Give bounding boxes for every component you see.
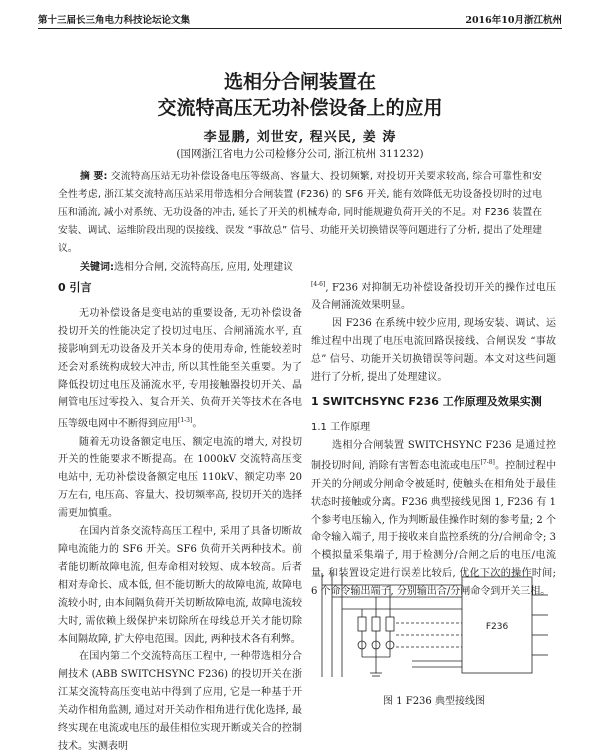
paper-title-line2: 交流特高压无功补偿设备上的应用	[157, 97, 443, 119]
paragraph	[311, 276, 556, 315]
header-date-location: 2016年10月浙江杭州	[465, 15, 562, 26]
paragraph-text: 选相分合闸装置 SWITCHSYNC F236 是通过控制投切时间, 消除有害暂态电流或电压	[311, 439, 556, 472]
paper-title-line1: 选相分合闸装置在	[223, 71, 376, 93]
abstract	[58, 168, 542, 258]
paragraph-text: 。	[192, 418, 203, 430]
paragraph: 在国内首条交流特高压工程中, 采用了具备切断故障电流能力的 SF6 开关。SF6 负荷开关两种技术。前者能切断故障电流, 但寿命相对较短、成本较高。后者相对寿命长、成本低, 但不能切断大的故障电流, 故障电流较小时, 由本间隔负荷开关切断故障电流, 故障电流较大时, 需依赖上级保护来切除所在母线总开关才能切除本间隔故障, 扩大停电范围。因此, 两种技术各有利弊。	[58, 526, 302, 645]
citation: [4-6]	[311, 281, 326, 288]
f236-box-label: F236	[485, 622, 509, 632]
paragraph: 随着无功设备额定电压、额定电流的增大, 对投切开关的性能要求不断提高。在 1000kV 交流特高压变电站中, 无功补偿设备额定电压 110kV、额定功率 20 万左右, 电压高、容量大、投切频率高, 投切开关的选择需更加慎重。	[58, 436, 302, 520]
right-column	[311, 276, 556, 601]
paragraph	[58, 305, 302, 434]
keywords-text: 选相分合闸, 交流特高压, 应用, 处理建议	[114, 262, 294, 273]
paragraph: 因 F236 在系统中较少应用, 现场安装、调试、运维过程中出现了电压电流回路误接线、合闸误发 “事故总” 信号、功能开关切换错误等问题。本文对这些问题进行了分析, 提出了处理建议。	[311, 318, 556, 383]
affiliation: (国网浙江省电力公司检修分公司, 浙江杭州 311232)	[176, 148, 424, 160]
left-column	[58, 276, 302, 756]
header-proceedings-title: 第十三届长三角电力科技论坛论文集	[38, 15, 191, 26]
abstract-label: 摘 要:	[80, 171, 108, 182]
subsection-heading-1-1: 1.1 工作原理	[311, 421, 371, 433]
paragraph-text: 无功补偿设备是变电站的重要设备, 无功补偿设备投切开关的性能决定了投切过电压、合闸涌流水平, 直接影响到无功设备及开关本身的使用寿命, 性能较差时还会对系统构成较大冲击, 所以其性能至关重要。为了降低投切过电压及涌流水平, 专用接触器投切开关、晶闸管电压过零投入、复合开关、负荷开关等技术在各电压等级电网中不断得到应用	[58, 307, 302, 430]
section-heading-intro: 0 引言	[58, 281, 92, 294]
paragraph-text: 。控制过程中开关的分闸或分闸命令被延时, 使触头在相角处于最佳状态时接触或分离。F236 典型接线见图 1, F236 有 1 个参考电压输入, 作为判断最佳操作时刻的参考量; 2 个命令输入端子, 用于接收来自监控系统的分/合闸命令; 3 个模拟量采集端子, 用于检测分/合闸之后的电压/电流量, 和装置设定进行误差比较后, 优化下次的操作时间; 6 个命令输出端子, 分别输出合/分闸命令到开关三相。	[311, 460, 557, 598]
author-list: 李显鹏, 刘世安, 程兴民, 姜 涛	[203, 130, 397, 145]
section-heading-1: 1 SWITCHSYNC F236 工作原理及效果实测	[311, 394, 542, 408]
paragraph-text: , F236 对抑制无功补偿设备投切开关的操作过电压及合闸涌流效果明显。	[311, 282, 556, 312]
paragraph: 在国内第二个交流特高压工程中, 一种带选相分合闸技术 (ABB SWITCHSYNC F236) 的投切开关在浙江某交流特高压变电站中得到了应用, 它是一种基于开关动作相角监测, 通过对开关动作相角进行优化选择, 最终实现在电流或电压的最佳相位实现开断或关合的控制技术。实测表明	[58, 651, 302, 752]
keywords	[58, 258, 542, 273]
citation: [1-3]	[178, 417, 193, 425]
figure-caption: 图 1 F236 典型接线图	[383, 696, 485, 707]
citation: [7-8]	[480, 459, 495, 467]
f236-wiring-diagram	[312, 565, 556, 685]
keywords-label: 关键词:	[80, 262, 114, 273]
header-rule	[38, 28, 562, 29]
abstract-text: 交流特高压站无功补偿设备电压等级高、容量大、投切频繁, 对投切开关要求较高, 综合可靠性和安全性考虑, 浙江某交流特高压站采用带选相分合闸装置 (F236) 的 SF6 开关, 能有效降低无功设备投切时的过电压和涌流, 减小对系统、无功设备的冲击, 延长了开关的机械寿命, 同时能规避负荷开关的不足。对 F236 装置在安装、调试、运维阶段出现的误接线、误发 “事故总” 信号、功能开关切换错误等问题进行了分析, 提出了处理建议。	[58, 171, 542, 254]
running-header	[38, 10, 562, 26]
